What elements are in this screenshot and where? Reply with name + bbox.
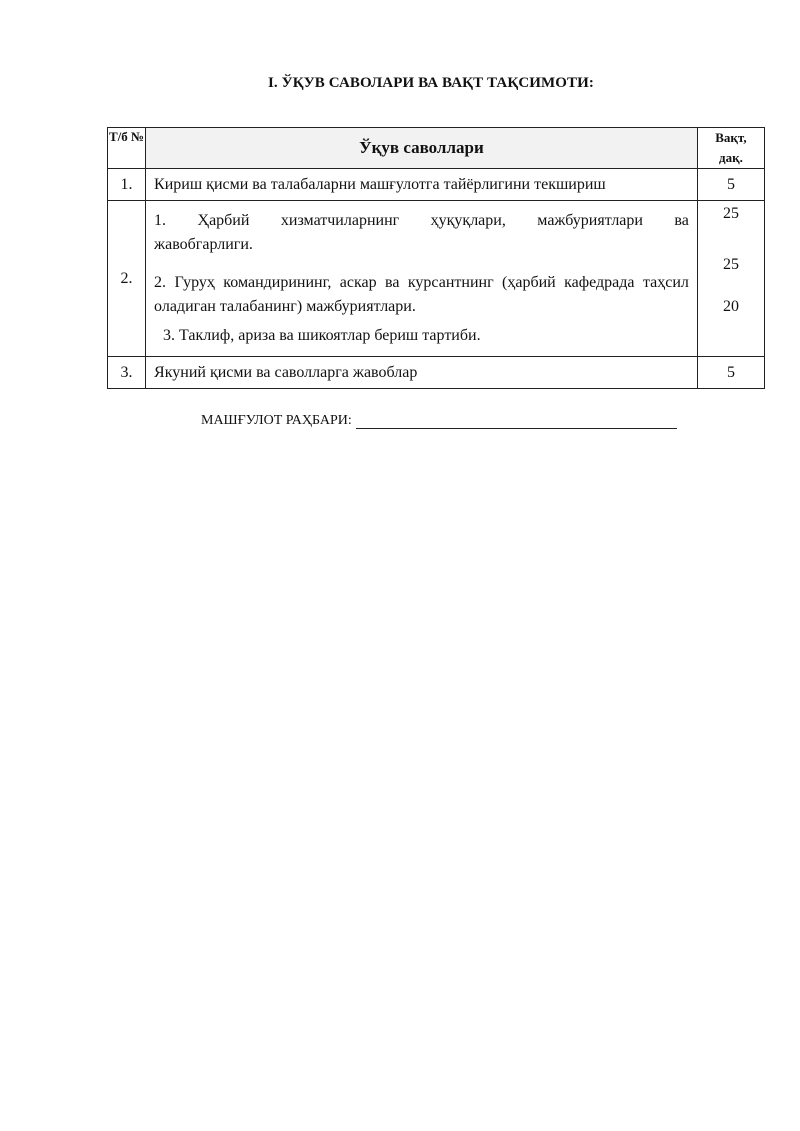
row-number: 1.: [108, 169, 146, 201]
subquestion-1-line1: 1. Ҳарбий хизматчиларнинг ҳуқуқлари, мажбуриятлари ва: [154, 212, 689, 229]
subquestion-3-time: 20: [722, 298, 739, 315]
table-row: [108, 169, 765, 201]
row-number: 3.: [108, 357, 146, 389]
lesson-schedule-table: [107, 127, 765, 389]
header-time: [697, 128, 764, 169]
row-subquestions: [146, 201, 698, 357]
row-number: 2.: [108, 201, 146, 357]
signature-label: МАШҒУЛОТ РАҲБАРИ:: [201, 413, 352, 428]
signature-block: [201, 413, 677, 429]
header-time-line1: Вақт,: [715, 130, 747, 145]
subquestion-3: 3. Таклиф, ариза ва шикоятлар бериш тартиби.: [163, 327, 481, 344]
row-time-stack: [697, 201, 764, 357]
table-header-row: [108, 128, 765, 169]
row-question: Якуний қисми ва саволларга жавоблар: [146, 357, 698, 389]
subquestion-1: [154, 209, 689, 257]
header-questions: Ўқув саволлари: [146, 128, 698, 169]
row-time: 5: [697, 357, 764, 389]
page-title: I. ЎҚУВ САВОЛАРИ ВА ВАҚТ ТАҚСИМОТИ:: [267, 75, 595, 91]
header-number: Т/б №: [108, 128, 146, 169]
table-row: [108, 201, 765, 357]
subquestion-2-time: 25: [722, 256, 739, 273]
subquestion-1-line2: жавобгарлиги.: [154, 236, 253, 253]
subquestion-1-time: 25: [722, 205, 739, 222]
header-time-line2: дақ.: [719, 150, 743, 165]
subquestion-2: 2. Гуруҳ командирининг, аскар ва курсантнинг (ҳарбий кафедрада таҳсил оладиган талабанинг) мажбуриятлари.: [154, 274, 689, 315]
table-row: [108, 357, 765, 389]
signature-line: [356, 413, 677, 429]
row-time: 5: [697, 169, 764, 201]
row-question: Кириш қисми ва талабаларни машғулотга тайёрлигини текшириш: [146, 169, 698, 201]
